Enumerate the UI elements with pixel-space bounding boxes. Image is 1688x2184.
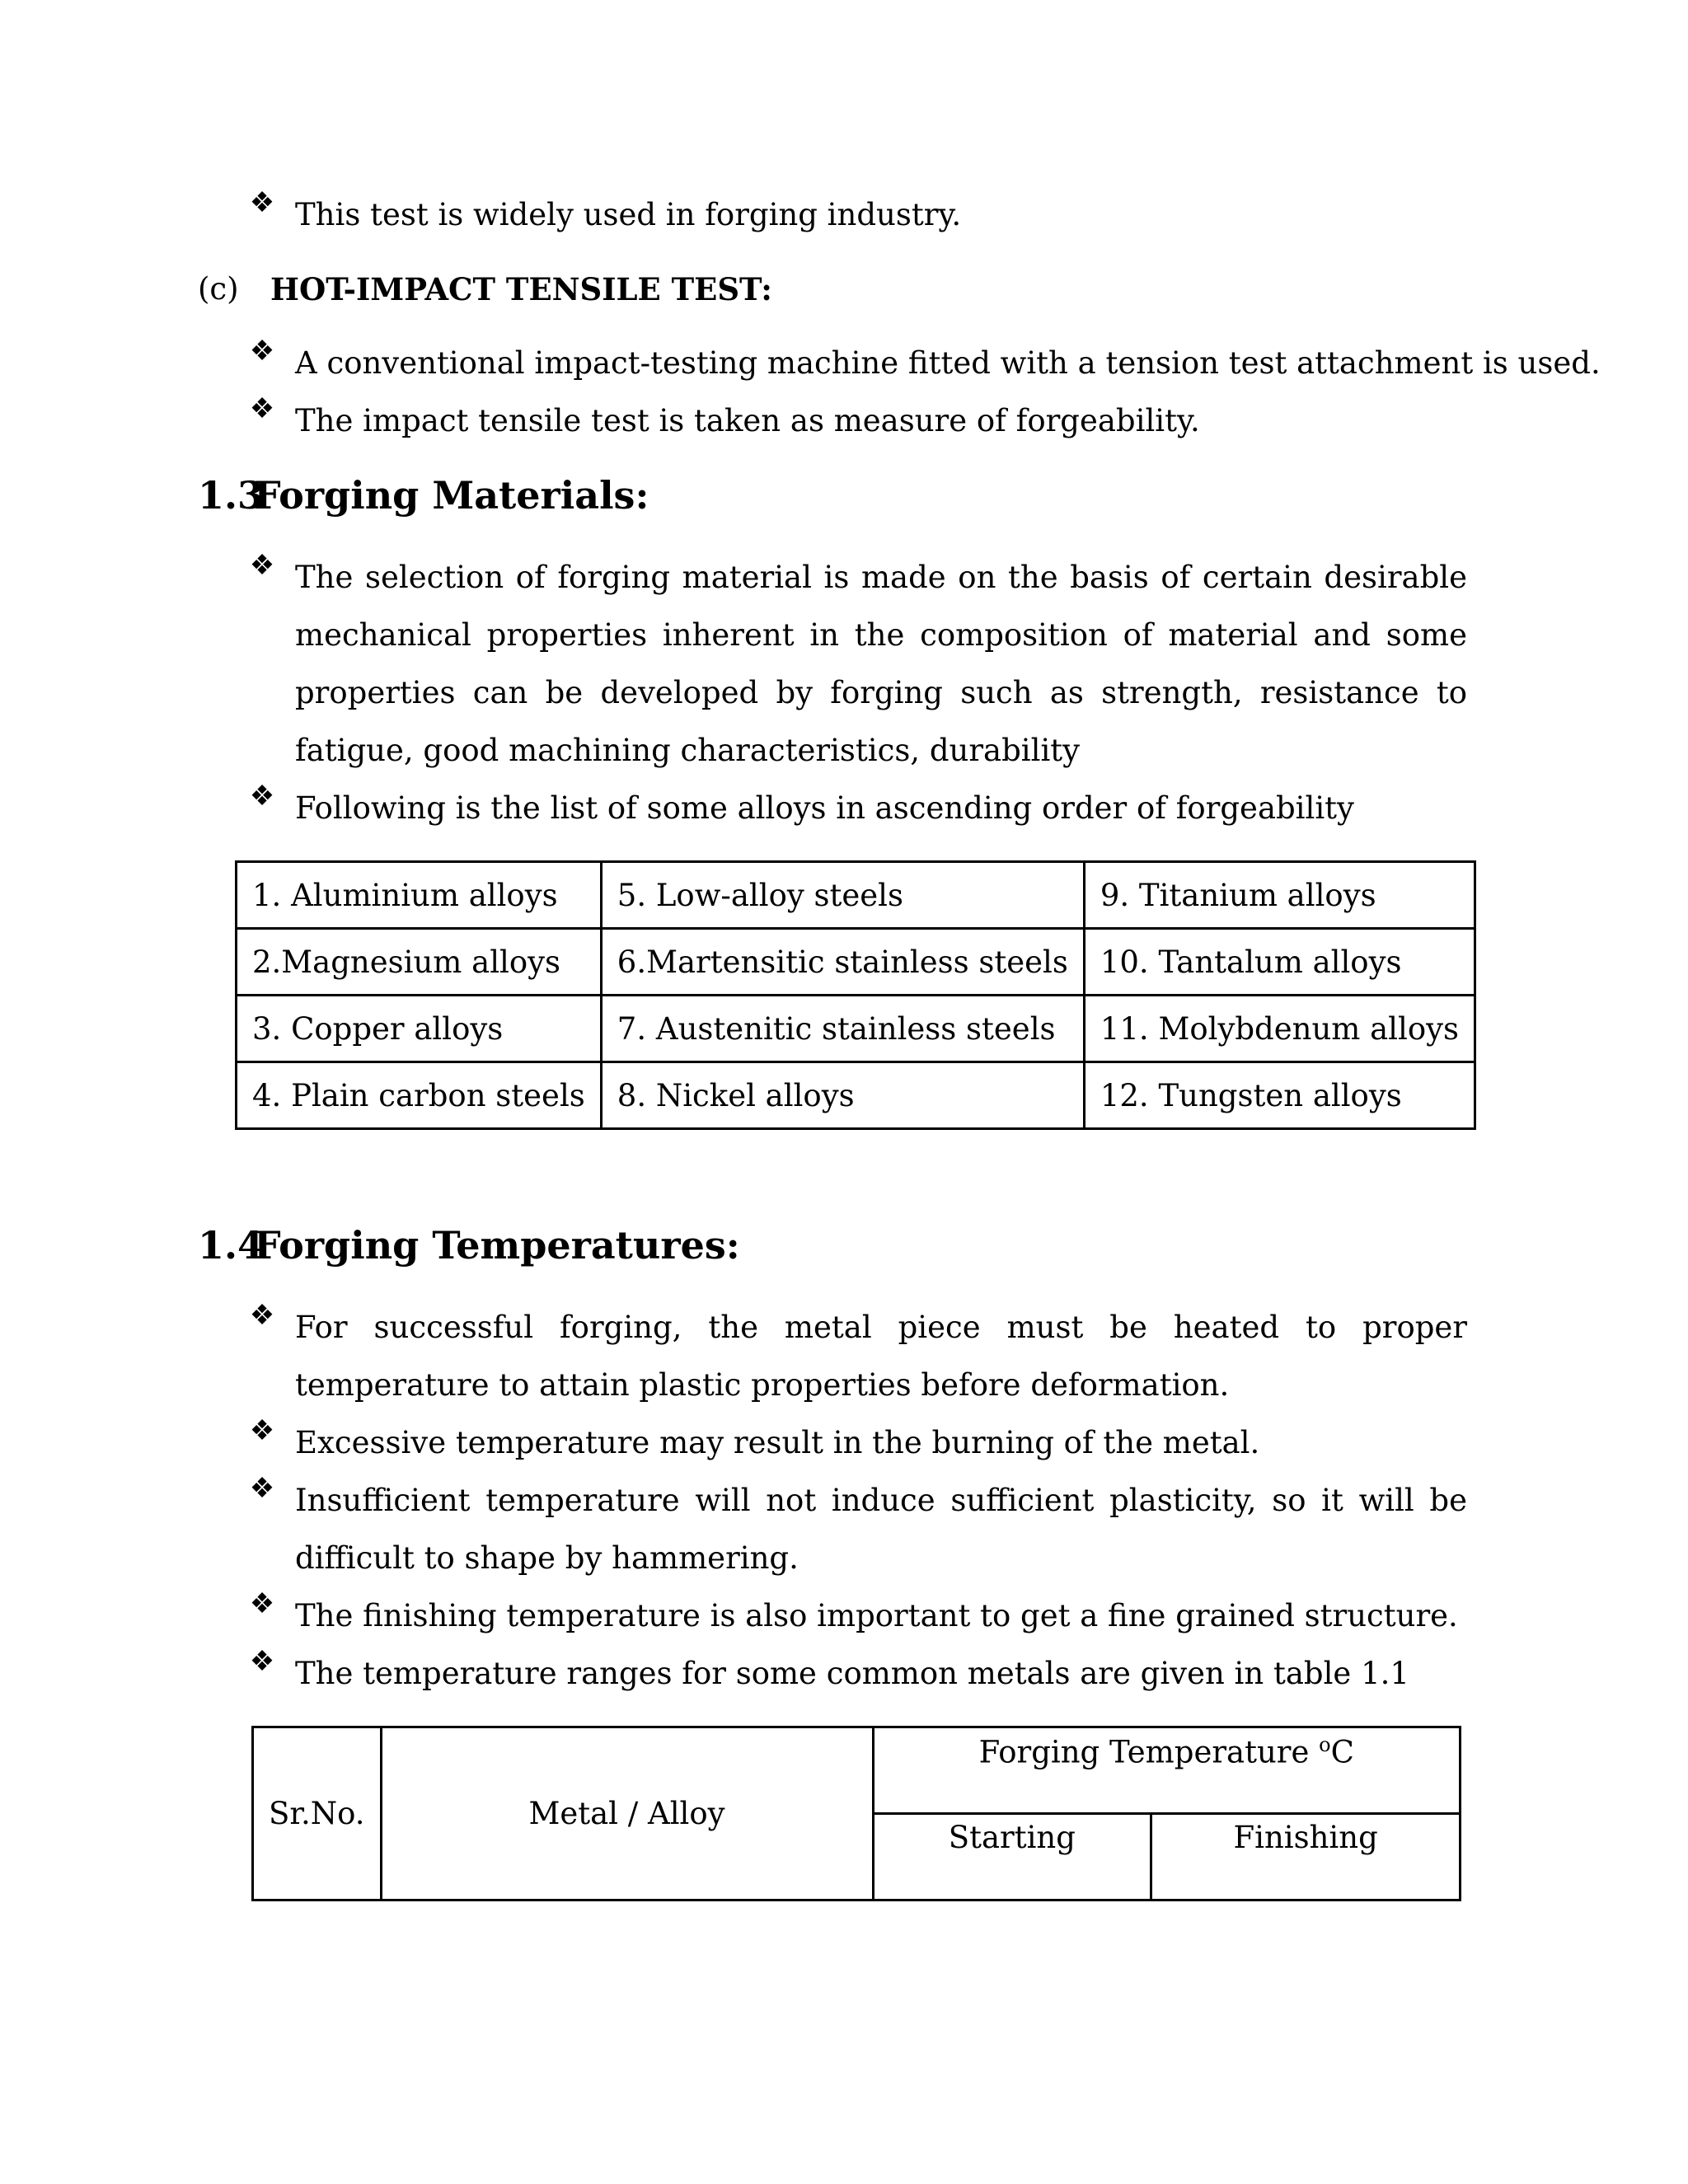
heading-number: 1.3 (198, 473, 265, 518)
bullet-icon: ❖ (249, 1587, 275, 1620)
heading-number: 1.4 (198, 1223, 265, 1268)
table-cell: 8. Nickel alloys (601, 1062, 1084, 1129)
bullet-icon: ❖ (249, 392, 275, 425)
degree-superscript: o (1319, 1733, 1331, 1756)
section-title: HOT-IMPACT TENSILE TEST: (270, 271, 772, 307)
table-header-row (253, 1727, 1461, 1814)
heading-title: Forging Materials: (254, 473, 649, 518)
bullet-icon: ❖ (249, 1645, 275, 1678)
header-temp-label: Forging Temperature (978, 1734, 1310, 1770)
table-cell: 10. Tantalum alloys (1084, 929, 1475, 996)
table-cell: 6.Martensitic stainless steels (601, 929, 1084, 996)
bullet-icon: ❖ (249, 1472, 275, 1505)
table-cell: 4. Plain carbon steels (237, 1062, 602, 1129)
bullet-icon: ❖ (249, 780, 275, 813)
table-cell: 3. Copper alloys (237, 996, 602, 1062)
header-forging-temperature (873, 1727, 1461, 1814)
table-cell: 12. Tungsten alloys (1084, 1062, 1475, 1129)
bullet-text: Following is the list of some alloys in ascending order of forgeability (295, 790, 1354, 826)
bullet-text: The finishing temperature is also important to get a fine grained structure. (295, 1598, 1458, 1633)
bullet-text: A conventional impact-testing machine fitted with a tension test attachment is used. (295, 345, 1601, 381)
table-cell: 1. Aluminium alloys (237, 862, 602, 929)
temp-unit: C (1330, 1734, 1354, 1770)
bullet-text: This test is widely used in forging industry. (295, 197, 962, 232)
bullet-icon: ❖ (249, 186, 275, 219)
bullet-text: Insufficient temperature will not induce sufficient plasticity, so it will be difficult to shape by hammering. (295, 1483, 1467, 1576)
bullet-text: The selection of forging material is made on the basis of certain desirable mechanical properties inherent in the composition of material and some properties can be developed by forging such as strength, resistance to fatigue, good machining characteristics, durability (295, 560, 1467, 768)
header-srno: Sr.No. (253, 1727, 382, 1900)
table-row (237, 862, 1475, 929)
header-starting: Starting (873, 1814, 1151, 1900)
header-metal-alloy: Metal / Alloy (381, 1727, 873, 1900)
alloy-table (235, 860, 1476, 1130)
table-cell: 7. Austenitic stainless steels (601, 996, 1084, 1062)
bullet-text: The impact tensile test is taken as measure of forgeability. (295, 403, 1200, 438)
bullet-text: For successful forging, the metal piece must be heated to proper temperature to attain plastic properties before deformation. (295, 1310, 1467, 1403)
table-cell: 11. Molybdenum alloys (1084, 996, 1475, 1062)
table-row (237, 1062, 1475, 1129)
table-row (237, 929, 1475, 996)
table-cell: 2.Magnesium alloys (237, 929, 602, 996)
bullet-icon: ❖ (249, 1414, 275, 1447)
bullet-text: Excessive temperature may result in the burning of the metal. (295, 1425, 1260, 1460)
table-cell: 5. Low-alloy steels (601, 862, 1084, 929)
heading-title: Forging Temperatures: (254, 1223, 740, 1268)
table-row (237, 996, 1475, 1062)
bullet-icon: ❖ (249, 335, 275, 368)
bullet-text: The temperature ranges for some common metals are given in table 1.1 (295, 1656, 1409, 1691)
section-marker: (c) (198, 271, 239, 307)
bullet-icon: ❖ (249, 549, 275, 582)
bullet-icon: ❖ (249, 1299, 275, 1332)
table-cell: 9. Titanium alloys (1084, 862, 1475, 929)
header-finishing: Finishing (1151, 1814, 1461, 1900)
temperature-table (251, 1726, 1461, 1901)
